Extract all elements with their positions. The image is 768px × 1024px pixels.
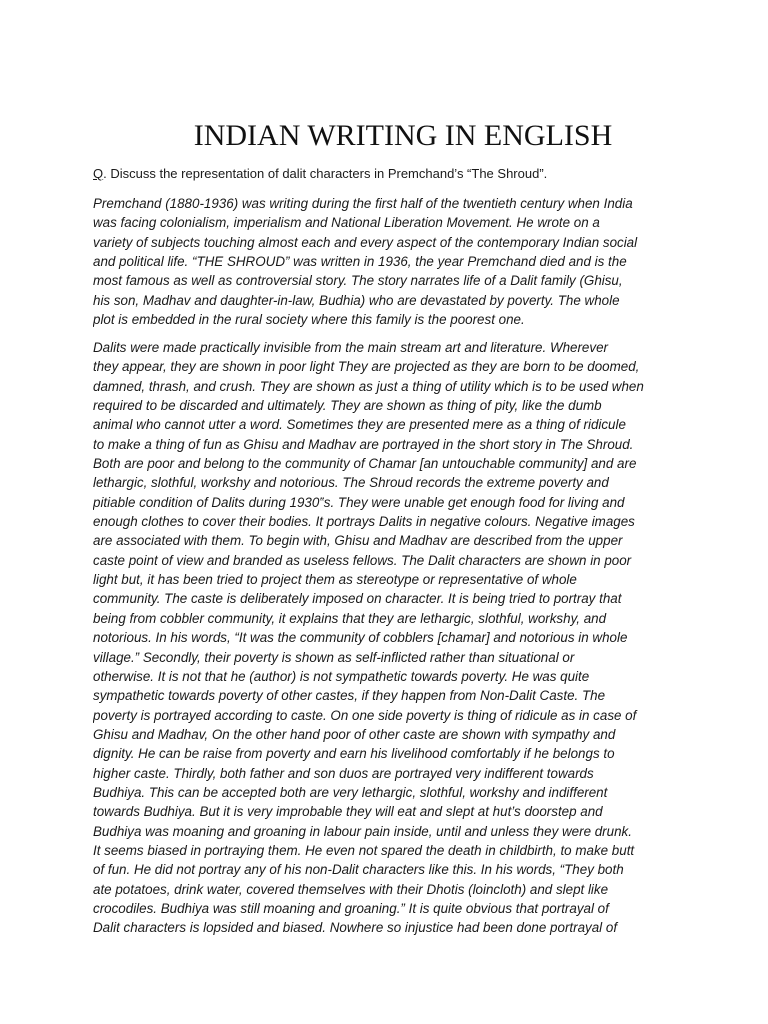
- paragraph-line: Budhiya was moaning and groaning in labour pain inside, until and unless they were drunk.: [93, 823, 632, 839]
- paragraph-line: and political life. “THE SHROUD” was written in 1936, the year Premchand died and is the: [93, 254, 627, 270]
- paragraph-line: It seems biased in portraying them. He even not spared the death in childbirth, to make butt: [93, 842, 635, 858]
- paragraph-line: Budhiya. This can be accepted both are very lethargic, slothful, workshy and indifferent: [93, 784, 608, 800]
- paragraph-line: otherwise. It is not that he (author) is not sympathetic towards poverty. He was quite: [93, 668, 590, 684]
- paragraph-line: higher caste. Thirdly, both father and son duos are portrayed very indifferent towards: [93, 765, 594, 781]
- paragraph-line: to make a thing of fun as Ghisu and Madhav are portrayed in the short story in The Shroud.: [93, 436, 634, 452]
- paragraph-line: was facing colonialism, imperialism and National Liberation Movement. He wrote on a: [93, 215, 600, 231]
- question-text: . Discuss the representation of dalit characters in Premchand’s “The Shroud”.: [103, 166, 548, 181]
- paragraph-line: Both are poor and belong to the community of Chamar [an untouchable community] and are: [93, 456, 637, 472]
- paragraph-line: most famous as well as controversial story. The story narrates life of a Dalit family (Ghisu,: [93, 273, 623, 289]
- paragraph-line: crocodiles. Budhiya was still moaning and groaning.” It is quite obvious that portrayal of: [93, 900, 609, 916]
- paragraph-intro: [93, 194, 693, 329]
- paragraph-line: Dalit characters is lopsided and biased. Nowhere so injustice had been done portrayal of: [93, 920, 618, 936]
- paragraph-line: being from cobbler community, it explains that they are lethargic, slothful, workshy, and: [93, 610, 607, 626]
- paragraph-line: of fun. He did not portray any of his non-Dalit characters like this. In his words, “They both: [93, 862, 624, 878]
- paragraph-line: dignity. He can be raise from poverty and earn his livelihood comfortably if he belongs to: [93, 746, 615, 762]
- paragraph-line: are associated with them. To begin with, Ghisu and Madhav are described from the upper: [93, 533, 623, 549]
- paragraph-line: caste point of view and branded as useless fellows. The Dalit characters are shown in poor: [93, 552, 632, 568]
- paragraph-line: variety of subjects touching almost each and every aspect of the contemporary Indian social: [93, 234, 638, 250]
- paragraph-line: enough clothes to cover their bodies. It portrays Dalits in negative colours. Negative images: [93, 514, 635, 530]
- question-label: Q: [93, 166, 104, 181]
- paragraph-line: towards Budhiya. But it is very improbable they will eat and slept at hut’s doorstep and: [93, 804, 603, 820]
- paragraph-analysis: [93, 338, 693, 938]
- paragraph-line: ate potatoes, drink water, covered themselves with their Dhotis (loincloth) and slept like: [93, 881, 609, 897]
- paragraph-line: sympathetic towards poverty of other castes, if they happen from Non-Dalit Caste. The: [93, 688, 606, 704]
- paragraph-line: light but, it has been tried to project them as stereotype or representative of whole: [93, 572, 577, 588]
- paragraph-line: community. The caste is deliberately imposed on character. It is being tried to portray that: [93, 591, 622, 607]
- paragraph-line: notorious. In his words, “It was the community of cobblers [chamar] and notorious in whole: [93, 630, 628, 646]
- paragraph-line: they appear, they are shown in poor light They are projected as they are born to be doomed,: [93, 359, 640, 375]
- paragraph-line: poverty is portrayed according to caste. On one side poverty is thing of ridicule as in case of: [93, 707, 637, 723]
- page-title: INDIAN WRITING IN ENGLISH: [193, 119, 613, 152]
- paragraph-line: required to be discarded and ultimately. They are shown as thing of pity, like the dumb: [93, 398, 602, 414]
- paragraph-line: Dalits were made practically invisible from the main stream art and literature. Wherever: [93, 340, 608, 355]
- paragraph-line: plot is embedded in the rural society where this family is the poorest one.: [93, 312, 525, 328]
- paragraph-line: lethargic, slothful, workshy and notorious. The Shroud records the extreme poverty and: [93, 475, 609, 491]
- paragraph-line: Premchand (1880-1936) was writing during the first half of the twentieth century when India: [93, 196, 633, 211]
- paragraph-line: damned, thrash, and crush. They are shown as just a thing of utility which is to be used when: [93, 378, 644, 394]
- paragraph-line: village.” Secondly, their poverty is shown as self-inflicted rather than situational or: [93, 649, 575, 665]
- paragraph-line: Ghisu and Madhav, On the other hand poor of other caste are shown with sympathy and: [93, 726, 616, 742]
- paragraph-line: animal who cannot utter a word. Sometimes they are presented mere as a thing of ridicule: [93, 417, 626, 433]
- paragraph-line: pitiable condition of Dalits during 1930‟s. They were unable get enough food for living and: [93, 494, 625, 510]
- paragraph-line: his son, Madhav and daughter-in-law, Budhia) who are devastated by poverty. The whole: [93, 292, 620, 308]
- question-line: [93, 164, 693, 183]
